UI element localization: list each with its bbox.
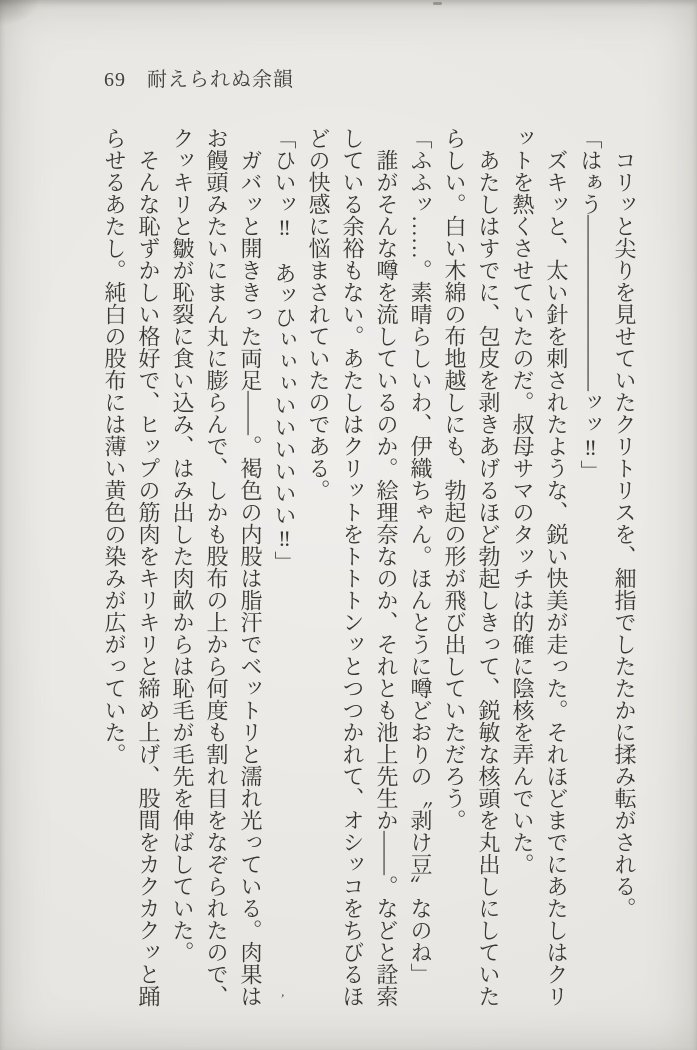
text-line: クッキリと皺が恥裂に食い込み、はみ出した肉畝からは恥毛が毛先を伸ばしていた。 <box>170 127 195 963</box>
page-number: 69 <box>104 69 126 91</box>
text-line: らせるあたし。純白の股布には薄い黄色の染みが広がっていた。 <box>102 127 127 765</box>
text-line: 「はぁう――――――――ッッ‼」 <box>578 127 603 482</box>
text-line: ズキッと、太い針を刺されたような、鋭い快美が走った。それほどまでにあたしはクリ <box>544 127 569 1007</box>
scan-corner-shade <box>0 0 40 26</box>
text-line: 「ふふッ……。素晴らしいわ、伊織ちゃん。ほんとうに噂どおりの〝剥け豆〟なのね」 <box>408 127 433 985</box>
text-line: 「ひいッ‼ あッひぃぃぃいいいいいい‼」 <box>272 127 297 573</box>
text-line: コリッと尖りを見せていたクリトリスを、細指でしたたかに揉み転がされる。 <box>612 127 637 919</box>
text-line: らしい。白い木綿の布地越しにも、勃起の形が飛び出していただろう。 <box>442 127 467 831</box>
text-line: ットを熱くさせていたのだ。叔母サマのタッチは的確に陰核を弄んでいた。 <box>510 127 535 875</box>
text-line: ガバッと開ききった両足――。褐色の内股は脂汗でベットリと濡れ光っている。肉果は <box>238 127 263 1007</box>
chapter-title: 耐えられぬ余韻 <box>147 69 294 91</box>
body-text <box>97 127 641 1022</box>
scan-edge-mark <box>433 2 442 5</box>
text-line: している余裕もない。あたしはクリットをトトトンッとつつかれて、オシッコをちびるほ <box>340 127 365 1007</box>
text-line: あたしはすでに、包皮を剥きあげるほど勃起しきって、鋭敏な核頭を丸出しにしていた <box>476 127 501 1007</box>
text-line: お饅頭みたいにまん丸に膨らんで、しかも股布の上から何度も割れ目をなぞられたので、 <box>204 127 229 1007</box>
running-head <box>104 63 294 92</box>
text-line: 誰がそんな噂を流しているのか。絵理奈なのか、それとも池上先生か――。などと詮索 <box>374 127 399 1007</box>
text-line: どの快感に悩まされていたのである。 <box>306 127 331 501</box>
text-line: そんな恥ずかしい格好で、ヒップの筋肉をキリキリと締め上げ、股間をカクカクッと踊 <box>136 127 161 1007</box>
print-speck: ’ <box>279 990 286 1007</box>
